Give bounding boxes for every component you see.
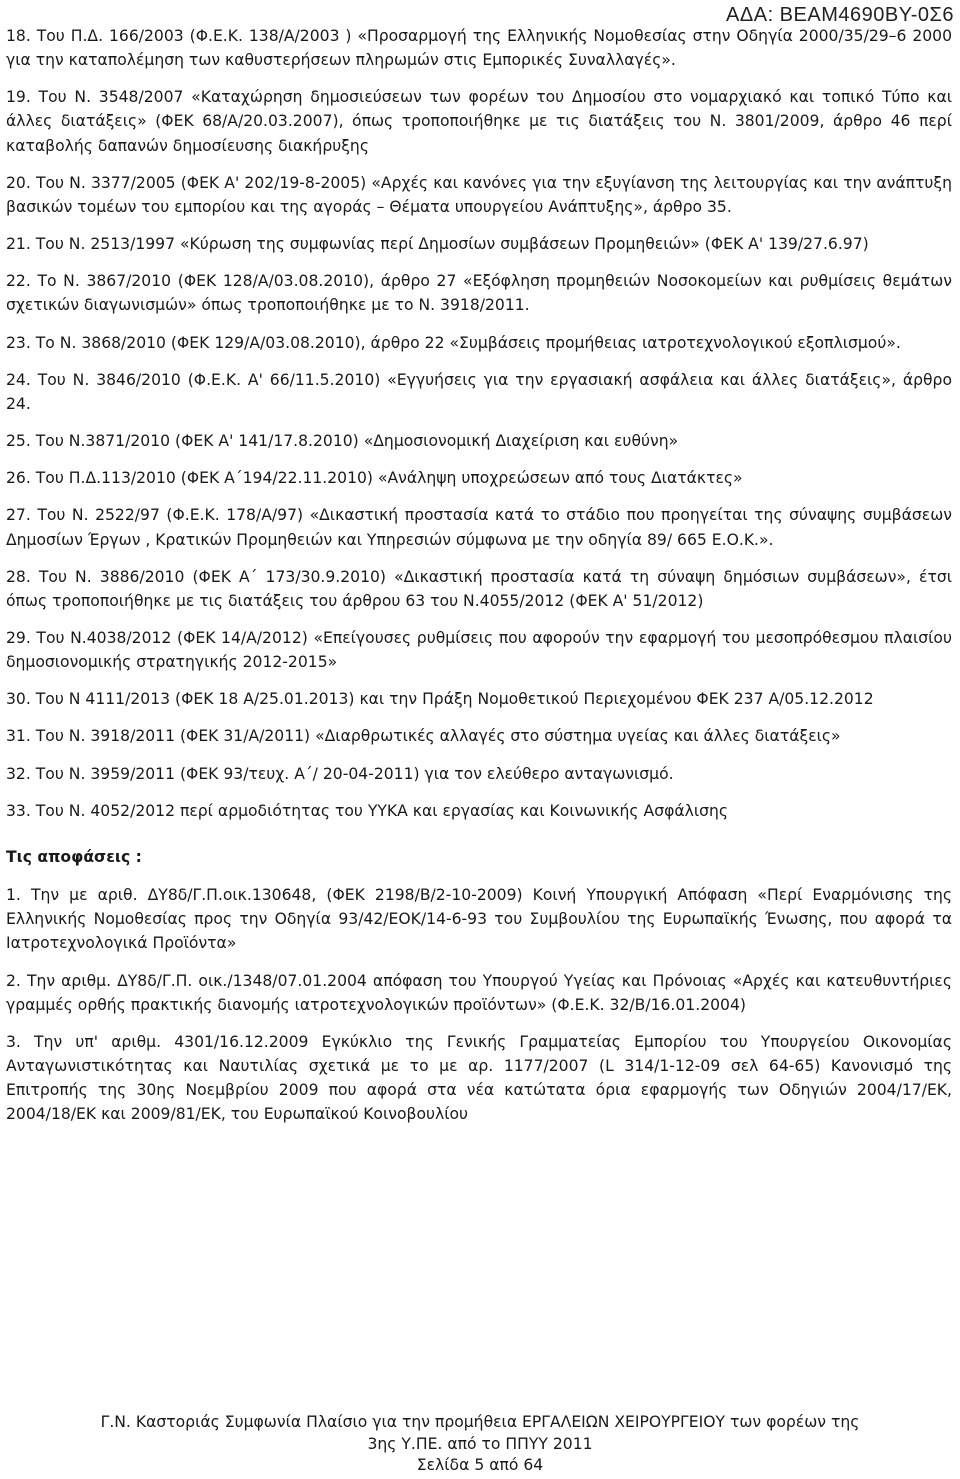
decision-item: 2. Την αριθμ. ΔΥ8δ/Γ.Π. οικ./1348/07.01.2004 απόφαση του Υπουργού Υγείας και Πρόνοιας «Αρχές και κατευθυντήριες γραμμές ορθής πρακτικής διανομής ιατροτεχνολογικών προϊόντων» (Φ.Ε.Κ. 32/Β/16.01.2004) [6, 971, 952, 1014]
laws-list [6, 24, 952, 823]
footer-line-2: 3ης Υ.ΠΕ. από το ΠΠΥΥ 2011 [367, 1434, 593, 1453]
decisions-list [6, 883, 952, 1126]
law-item: 29. Του Ν.4038/2012 (ΦΕΚ 14/Α/2012) «Επείγουσες ρυθμίσεις που αφορούν την εφαρμογή του μεσοπρόθεσμου πλαισίου δημοσιονομικής στρατηγικής 2012-2015» [6, 628, 952, 672]
decision-item: 1. Την με αριθ. ΔΥ8δ/Γ.Π.οικ.130648, (ΦΕΚ 2198/Β/2-10-2009) Κοινή Υπουργική Απόφαση «Περί Εναρμόνισης της Ελληνικής Νομοθεσίας προς την Οδηγία 93/42/ΕΟΚ/14-6-93 του Συμβουλίου της Ευρωπαϊκής Ένωσης, που αφορά τα Ιατροτεχνολογικά Προϊόντα» [6, 886, 952, 953]
decision-item: 3. Την υπ' αριθμ. 4301/16.12.2009 Εγκύκλιο της Γενικής Γραμματείας Εμπορίου του Υπουργείου Οικονομίας Ανταγωνιστικότητας και Ναυτιλίας σχετικά με το με αρ. 1177/2007 (L 314/1-12-09 σελ 64-65) Κανονισμό της Επιτροπής της 30ης Νοεμβρίου 2009 που αφορά στα νέα κατώτατα όρια εφαρμογής των Οδηγιών 2004/17/ΕΚ, 2004/18/ΕΚ και 2009/81/ΕΚ, του Ευρωπαϊκού Κοινοβουλίου [6, 1032, 952, 1124]
document-body [6, 24, 952, 1139]
law-item: 22. Το Ν. 3867/2010 (ΦΕΚ 128/Α/03.08.2010), άρθρο 27 «Εξόφληση προμηθειών Νοσοκομείων και ρυθμίσεις θεμάτων σχετικών διαγωνισμών» όπως τροποποιήθηκε με το Ν. 3918/2011. [6, 272, 952, 315]
law-item: 33. Του Ν. 4052/2012 περί αρμοδιότητας του ΥΥΚΑ και εργασίας και Κοινωνικής Ασφάλισης [6, 801, 729, 820]
law-item: 32. Του Ν. 3959/2011 (ΦΕΚ 93/τευχ. Α΄/ 20-04-2011) για τον ελεύθερο ανταγωνισμό. [6, 764, 674, 783]
law-item: 23. Το Ν. 3868/2010 (ΦΕΚ 129/Α/03.08.2010), άρθρο 22 «Συμβάσεις προμήθειας ιατροτεχνολογικού εξοπλισμού». [6, 333, 901, 352]
law-item: 31. Του Ν. 3918/2011 (ΦΕΚ 31/Α/2011) «Διαρθρωτικές αλλαγές στο σύστημα υγείας και άλλες διατάξεις» [6, 727, 841, 746]
law-item: 21. Του Ν. 2513/1997 «Κύρωση της συμφωνίας περί Δημοσίων συμβάσεων Προμηθειών» (ΦΕΚ Α' 139/27.6.97) [6, 235, 869, 254]
law-item: 27. Του Ν. 2522/97 (Φ.Ε.Κ. 178/Α/97) «Δικαστική προστασία κατά το στάδιο που προηγείται της σύναψης συμβάσεων Δημοσίων Έργων , Κρατικών Προμηθειών και Υπηρεσιών σύμφωνα με την οδηγία 89/ 665 Ε.Ο.Κ.». [6, 506, 952, 549]
decisions-heading: Τις αποφάσεις : [6, 847, 142, 866]
law-item: 28. Του Ν. 3886/2010 (ΦΕΚ Α΄ 173/30.9.2010) «Δικαστική προστασία κατά τη σύναψη δημόσιων συμβάσεων», έτσι όπως τροποποιήθηκε με τις διατάξεις του άρθρου 63 του Ν.4055/2012 (ΦΕΚ Α' 51/2012) [6, 567, 952, 610]
law-item: 19. Του Ν. 3548/2007 «Καταχώρηση δημοσιεύσεων των φορέων του Δημοσίου στο νομαρχιακό και τοπικό Τύπο και άλλες διατάξεις» (ΦΕΚ 68/Α/20.03.2007), όπως τροποποιήθηκε με τις διατάξεις του Ν. 3801/2009, άρθρο 46 περί καταβολής δαπανών δημοσίευσης διακήρυξης [6, 88, 952, 155]
law-item: 24. Του Ν. 3846/2010 (Φ.Ε.Κ. Α' 66/11.5.2010) «Εγγυήσεις για την εργασιακή ασφάλεια και άλλες διατάξεις», άρθρο 24. [6, 370, 952, 413]
law-item: 20. Του Ν. 3377/2005 (ΦΕΚ Α' 202/19-8-2005) «Αρχές και κανόνες για την εξυγίανση της λειτουργίας και την ανάπτυξη βασικών τομέων του εμπορίου και της αγοράς – Θέματα υπουργείου Ανάπτυξης», άρθρο 35. [6, 173, 952, 216]
footer-page-number: Σελίδα 5 από 64 [416, 1456, 544, 1475]
law-item: 25. Του Ν.3871/2010 (ΦΕΚ Α' 141/17.8.2010) «Δημοσιονομική Διαχείριση και ευθύνη» [6, 432, 679, 451]
ada-code: ΑΔΑ: ΒΕΑΜ4690ΒΥ-0Σ6 [726, 4, 954, 26]
law-item: 18. Του Π.Δ. 166/2003 (Φ.Ε.Κ. 138/Α/2003 ) «Προσαρμογή της Ελληνικής Νομοθεσίας στην Οδηγία 2000/35/29–6 2000 για την καταπολέμηση των καθυστερήσεων πληρωμών στις Εμπορικές Συναλλαγές». [6, 27, 952, 70]
page-footer [0, 1412, 960, 1477]
footer-line-1: Γ.Ν. Καστοριάς Συμφωνία Πλαίσιο για την προμήθεια ΕΡΓΑΛΕΙΩΝ ΧΕΙΡΟΥΡΓΕΙΟΥ των φορέων της [100, 1413, 860, 1431]
law-item: 30. Του Ν 4111/2013 (ΦΕΚ 18 Α/25.01.2013) και την Πράξη Νομοθετικού Περιεχομένου ΦΕΚ 237 Α/05.12.2012 [6, 690, 874, 709]
law-item: 26. Του Π.Δ.113/2010 (ΦΕΚ Α΄194/22.11.2010) «Ανάληψη υποχρεώσεων από τους Διατάκτες» [6, 469, 743, 488]
